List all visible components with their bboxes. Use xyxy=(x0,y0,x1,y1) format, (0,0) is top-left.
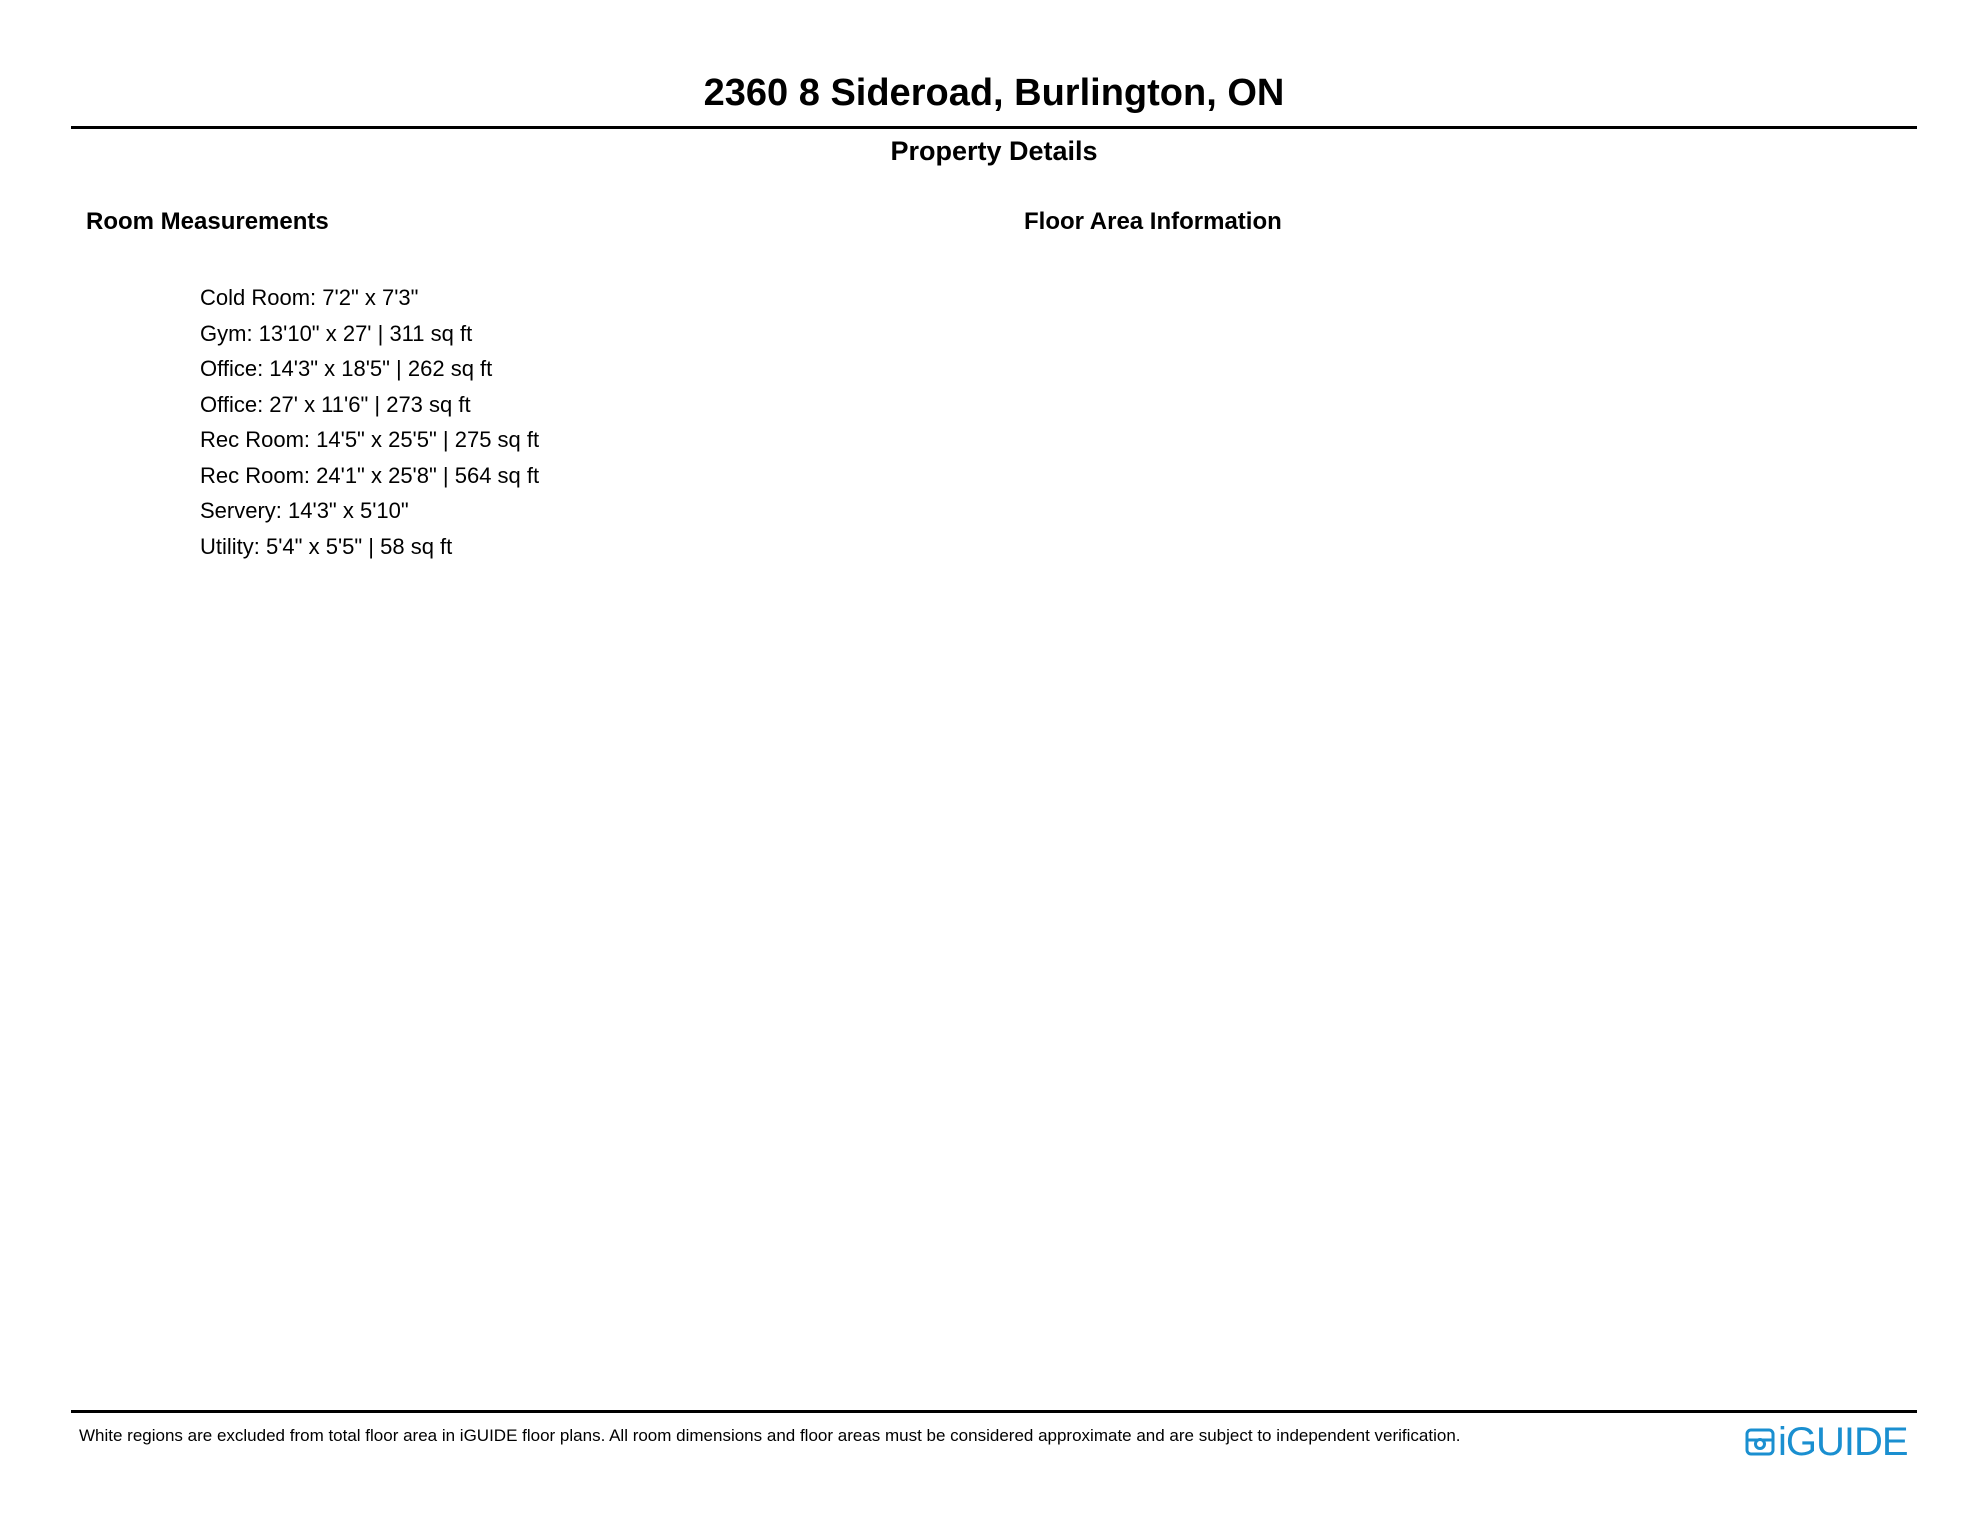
room-item: Utility: 5'4" x 5'5" | 58 sq ft xyxy=(200,533,453,559)
room-item: Rec Room: 24'1" x 25'8" | 564 sq ft xyxy=(200,462,540,488)
room-item: Gym: 13'10" x 27' | 311 sq ft xyxy=(200,320,473,346)
page-title: 2360 8 Sideroad, Burlington, ON xyxy=(703,72,1285,114)
room-item: Cold Room: 7'2" x 7'3" xyxy=(200,285,419,310)
floor-area-heading: Floor Area Information xyxy=(1024,208,1282,235)
disclaimer-text: White regions are excluded from total floor area in iGUIDE floor plans. All room dimensions and floor areas must be considered approximate and are subject to independent verification. xyxy=(79,1426,1461,1445)
iguide-logo xyxy=(1745,1420,1908,1464)
iguide-camera-icon xyxy=(1745,1427,1775,1457)
room-item: Office: 27' x 11'6" | 273 sq ft xyxy=(200,391,471,417)
room-item: Office: 14'3" x 18'5" | 262 sq ft xyxy=(200,356,493,381)
room-measurements-heading: Room Measurements xyxy=(86,208,329,235)
page-subtitle: Property Details xyxy=(890,136,1098,166)
logo-text: iGUIDE xyxy=(1778,1420,1908,1464)
room-item: Rec Room: 14'5" x 25'5" | 275 sq ft xyxy=(200,427,540,452)
room-item: Servery: 14'3" x 5'10" xyxy=(200,498,409,523)
room-list xyxy=(200,280,539,564)
title-divider xyxy=(71,126,1917,129)
footer-divider xyxy=(71,1410,1917,1413)
